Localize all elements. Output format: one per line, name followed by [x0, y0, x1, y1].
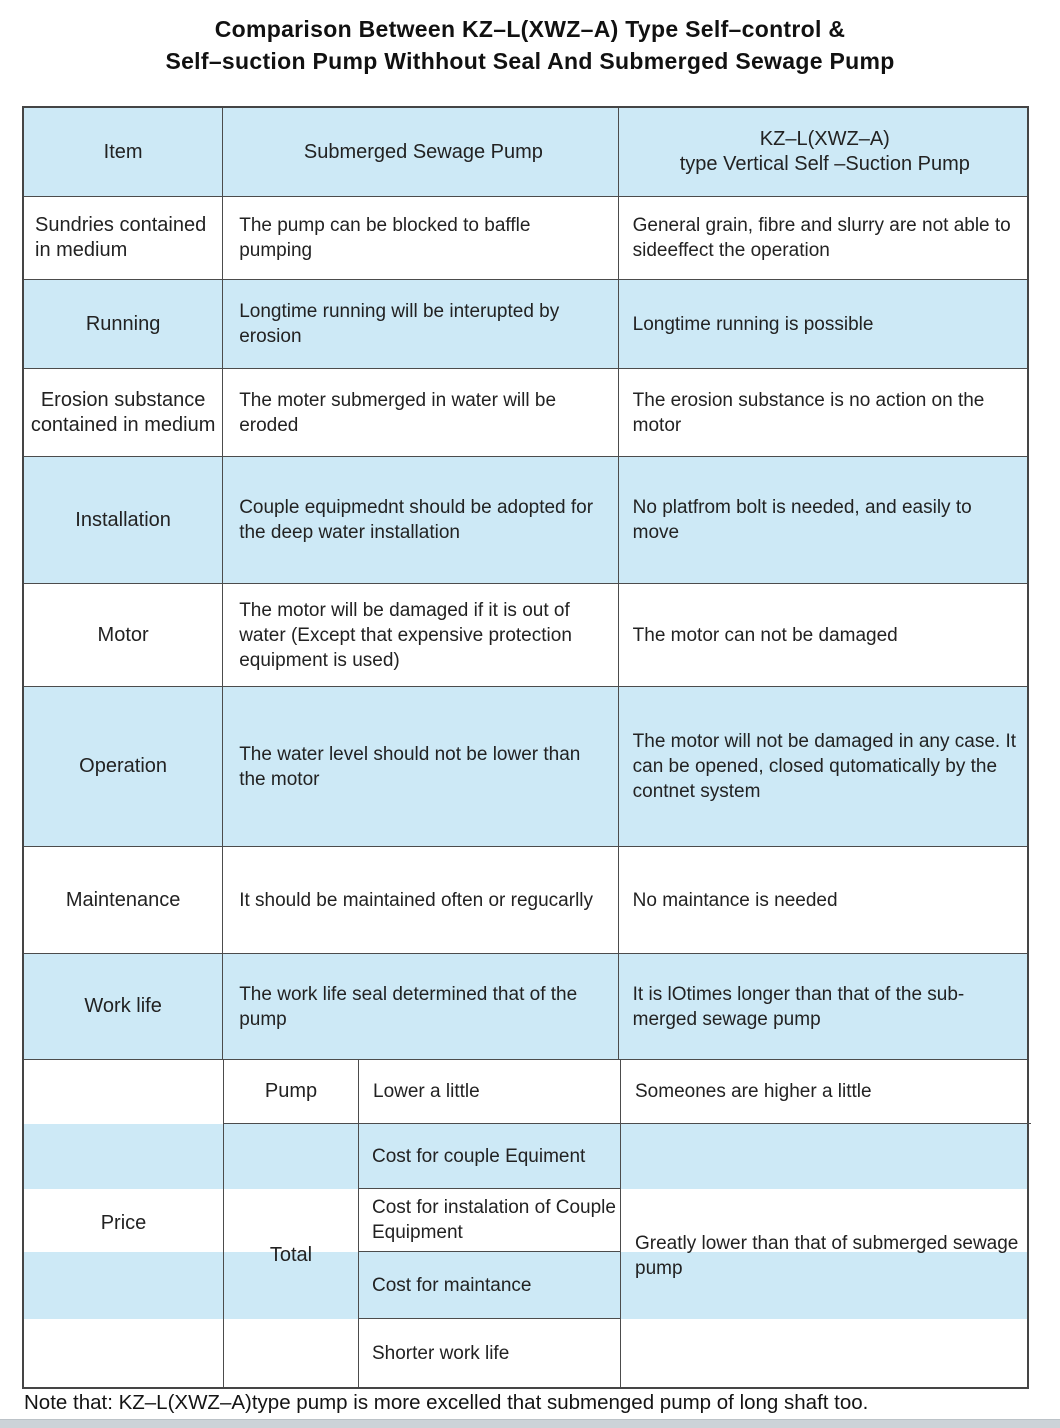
header-kzl-line2: type Vertical Self –Suction Pump [679, 153, 970, 175]
row-submerged-cell: Couple equipmednt should be adopted for the deep water installation [223, 457, 618, 583]
row-submerged-cell: The water level should not be lower than the motor [223, 687, 618, 846]
page-title [0, 13, 1060, 77]
row-item-label: Installation [24, 457, 223, 583]
table-row-price-section [24, 1060, 1027, 1387]
table-row-running [24, 280, 1027, 369]
row-kzl-cell: The motor will not be damaged in any case. It can be opened, closed qutomatically by the contnet system [632, 731, 1017, 802]
bottom-bar [0, 1419, 1060, 1428]
row-submerged-cell: The work life seal determined that of the pump [223, 954, 618, 1059]
header-item: Item [24, 108, 223, 196]
header-submerged-pump: Submerged Sewage Pump [223, 108, 618, 196]
price-pump-submerged-cell: Lower a little [359, 1060, 621, 1124]
price-pump-label: Pump [224, 1060, 359, 1124]
note-text: Note that: KZ–L(XWZ–A)type pump is more excelled that submenged pump of long shaft too. [24, 1391, 869, 1414]
row-submerged-cell: The moter submerged in water will be eroded [223, 369, 618, 456]
price-label: Price [24, 1060, 224, 1387]
row-item-label: Work life [24, 954, 223, 1059]
row-item-label: Operation [24, 687, 223, 846]
table-row-motor [24, 584, 1027, 687]
price-total-label: Total [224, 1124, 359, 1387]
row-item-label: Motor [24, 584, 223, 686]
price-pump-kzl-cell: Someones are higher a little [621, 1060, 1031, 1124]
page-title-line1: Comparison Between KZ–L(XWZ–A) Type Self–control & [214, 16, 846, 42]
page-title-line2: Self–suction Pump Withhout Seal And Submerged Sewage Pump [165, 48, 895, 74]
row-kzl-cell: Longtime running is possible [632, 313, 874, 335]
row-kzl-cell: No platfrom bolt is needed, and easily to move [632, 497, 972, 543]
row-item-label: Maintenance [24, 847, 223, 953]
table-row-operation [24, 687, 1027, 847]
header-kzl-line1: KZ–L(XWZ–A) [759, 128, 890, 150]
row-kzl-cell: The erosion substance is no action on the motor [632, 389, 985, 436]
comparison-table [22, 106, 1029, 1389]
table-row-maintenance [24, 847, 1027, 954]
row-item-label: Sundries contained in medium [24, 197, 223, 279]
row-item-label: Running [24, 280, 223, 368]
row-kzl-cell: It is lOtimes longer than that of the sub-merged sewage pump [632, 983, 965, 1030]
price-total-item: Cost for maintance [359, 1252, 621, 1319]
price-total-item: Cost for instalation of Couple Equipment [359, 1189, 621, 1252]
table-row-installation [24, 457, 1027, 584]
row-submerged-cell: Longtime running will be interupted by erosion [223, 280, 618, 368]
row-item-label: Erosion substance contained in medium [24, 369, 223, 456]
row-kzl-cell: General grain, fibre and slurry are not able to sideeffect the operation [632, 215, 1011, 261]
price-total-kzl-cell: Greatly lower than that of submerged sewage pump [635, 1232, 1019, 1279]
table-row-erosion [24, 369, 1027, 457]
row-submerged-cell: The pump can be blocked to baffle pumping [223, 197, 618, 279]
header-kzl-pump [619, 108, 1027, 196]
row-kzl-cell: The motor can not be damaged [632, 624, 898, 646]
row-kzl-cell: No maintance is needed [632, 889, 838, 911]
table-row-worklife [24, 954, 1027, 1060]
table-row-sundries [24, 197, 1027, 280]
price-total-item: Cost for couple Equiment [359, 1124, 621, 1189]
table-header-row [24, 108, 1027, 197]
price-total-item: Shorter work life [359, 1319, 621, 1387]
row-submerged-cell: The motor will be damaged if it is out of water (Except that expensive protection equipment is used) [223, 584, 618, 686]
row-submerged-cell: It should be maintained often or regucarlly [223, 847, 618, 953]
